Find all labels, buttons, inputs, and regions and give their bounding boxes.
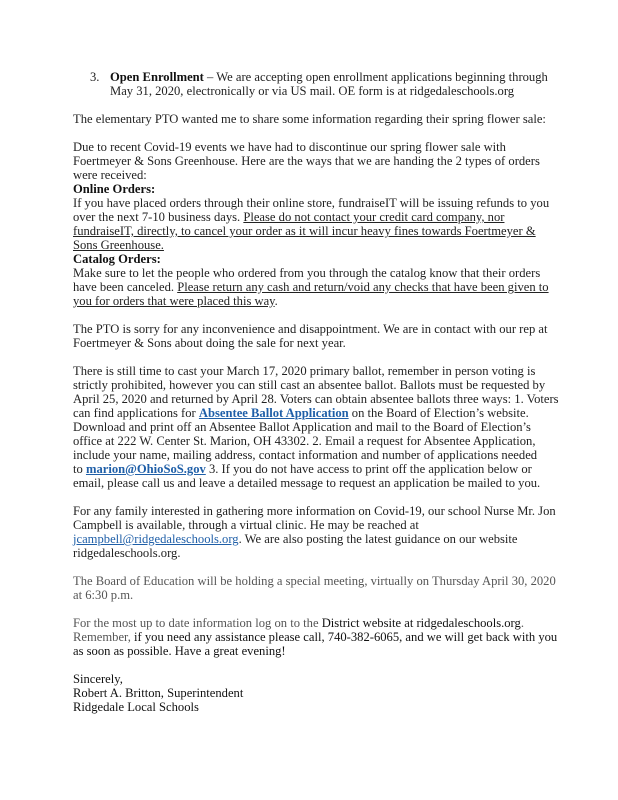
signer-name: Robert A. Britton, Superintendent bbox=[73, 686, 244, 700]
organization-name: Ridgedale Local Schools bbox=[73, 700, 199, 714]
list-number: 3. bbox=[90, 70, 100, 84]
ballot-section bbox=[73, 364, 559, 490]
paragraph-line: office at 222 W. Center St. Marion, OH 43302. 2. Email a request for Absentee Application, bbox=[73, 434, 536, 448]
catalog-orders-heading: Catalog Orders: bbox=[73, 252, 161, 266]
paragraph-line: at 6:30 p.m. bbox=[73, 588, 134, 602]
board-meeting-section bbox=[73, 574, 559, 602]
paragraph-text: over the next 7-10 business days. bbox=[73, 210, 244, 224]
absentee-ballot-link[interactable]: Absentee Ballot Application bbox=[198, 406, 349, 420]
online-orders-heading: Online Orders: bbox=[73, 182, 156, 196]
paragraph-text: to bbox=[73, 462, 86, 476]
item-text: – We are accepting open enrollment applications beginning through bbox=[203, 70, 548, 84]
paragraph-text: Remember, bbox=[73, 630, 135, 644]
paragraph-line: include your name, mailing address, contact information and number of applications needed bbox=[73, 448, 538, 462]
punctuation: . bbox=[520, 616, 524, 630]
item-title: Open Enrollment bbox=[110, 70, 204, 84]
pto-intro: The elementary PTO wanted me to share some information regarding their spring flower sale: bbox=[73, 112, 546, 126]
nurse-section bbox=[73, 504, 559, 560]
phone-contact-text: if you need any assistance please call, 740-382-6065, and we will get back with you bbox=[134, 630, 558, 644]
punctuation: . bbox=[274, 294, 278, 308]
paragraph-line: The PTO is sorry for any inconvenience and disappointment. We are in contact with our rep at bbox=[73, 322, 548, 336]
paragraph-line: The Board of Education will be holding a special meeting, virtually on Thursday April 30, 2020 bbox=[73, 574, 556, 588]
paragraph-line: Due to recent Covid-19 events we have had to discontinue our spring flower sale with bbox=[73, 140, 506, 154]
flower-sale-section bbox=[73, 140, 559, 308]
paragraph-line: email, please call us and leave a detailed message to request an application be mailed to you. bbox=[73, 476, 541, 490]
paragraph-line: Make sure to let the people who ordered from you through the catalog know that their orders bbox=[73, 266, 541, 280]
signature-block bbox=[73, 672, 559, 714]
paragraph-line: strictly prohibited, however you can still cast an absentee ballot. Ballots must be requested by bbox=[73, 378, 546, 392]
ohio-sos-email-link[interactable]: marion@OhioSoS.gov bbox=[85, 462, 206, 476]
nurse-email-link[interactable]: jcampbell@ridgedaleschools.org bbox=[73, 532, 239, 546]
paragraph-text: have been canceled. bbox=[73, 280, 178, 294]
underlined-instruction: you for orders that were placed this way bbox=[73, 294, 275, 308]
paragraph-line: Foertmeyer & Sons about doing the sale for next year. bbox=[73, 336, 346, 350]
list-item-open-enrollment bbox=[73, 70, 559, 98]
district-website-text: District website at ridgedaleschools.org bbox=[321, 616, 521, 630]
underlined-warning: Sons Greenhouse. bbox=[73, 238, 164, 252]
closing-section bbox=[73, 616, 559, 658]
paragraph-line: For any family interested in gathering more information on Covid-19, our school Nurse Mr. Jon bbox=[73, 504, 556, 518]
paragraph-line: ridgedaleschools.org. bbox=[73, 546, 181, 560]
paragraph-line: If you have placed orders through their online store, fundraiseIT will be issuing refunds to you bbox=[73, 196, 550, 210]
paragraph-line: as soon as possible. Have a great evening! bbox=[73, 644, 286, 658]
paragraph-line: were received: bbox=[73, 168, 147, 182]
paragraph-text: on the Board of Election’s website. bbox=[348, 406, 529, 420]
underlined-instruction: Please return any cash and return/void any checks that have been given to bbox=[177, 280, 549, 294]
paragraph-line: There is still time to cast your March 17, 2020 primary ballot, remember in person voting is bbox=[73, 364, 536, 378]
paragraph-text: 3. If you do not have access to print off the application below or bbox=[205, 462, 532, 476]
underlined-warning: Please do not contact your credit card company, nor bbox=[243, 210, 505, 224]
pto-apology bbox=[73, 322, 559, 350]
paragraph-line: April 25, 2020 and returned by April 28. Voters can obtain absentee ballots three ways: 1. Voters bbox=[73, 392, 559, 406]
paragraph-text: For the most up to date information log on to the bbox=[73, 616, 322, 630]
paragraph-line: Download and print off an Absentee Ballot Application and mail to the Board of Election’s bbox=[73, 420, 531, 434]
paragraph-line: Foertmeyer & Sons Greenhouse. Here are the ways that we are handing the 2 types of orders bbox=[73, 154, 540, 168]
paragraph-text: can find applications for bbox=[73, 406, 199, 420]
item-text: May 31, 2020, electronically or via US mail. OE form is at ridgedaleschools.org bbox=[110, 84, 515, 98]
paragraph-text: . We are also posting the latest guidance on our website bbox=[238, 532, 518, 546]
paragraph-line: Campbell is available, through a virtual clinic. He may be reached at bbox=[73, 518, 419, 532]
letter-document bbox=[73, 70, 559, 714]
underlined-warning: fundraiseIT, directly, to cancel your order as it will incur heavy fines towards Foertmeyer & bbox=[73, 224, 536, 238]
signoff: Sincerely, bbox=[73, 672, 123, 686]
